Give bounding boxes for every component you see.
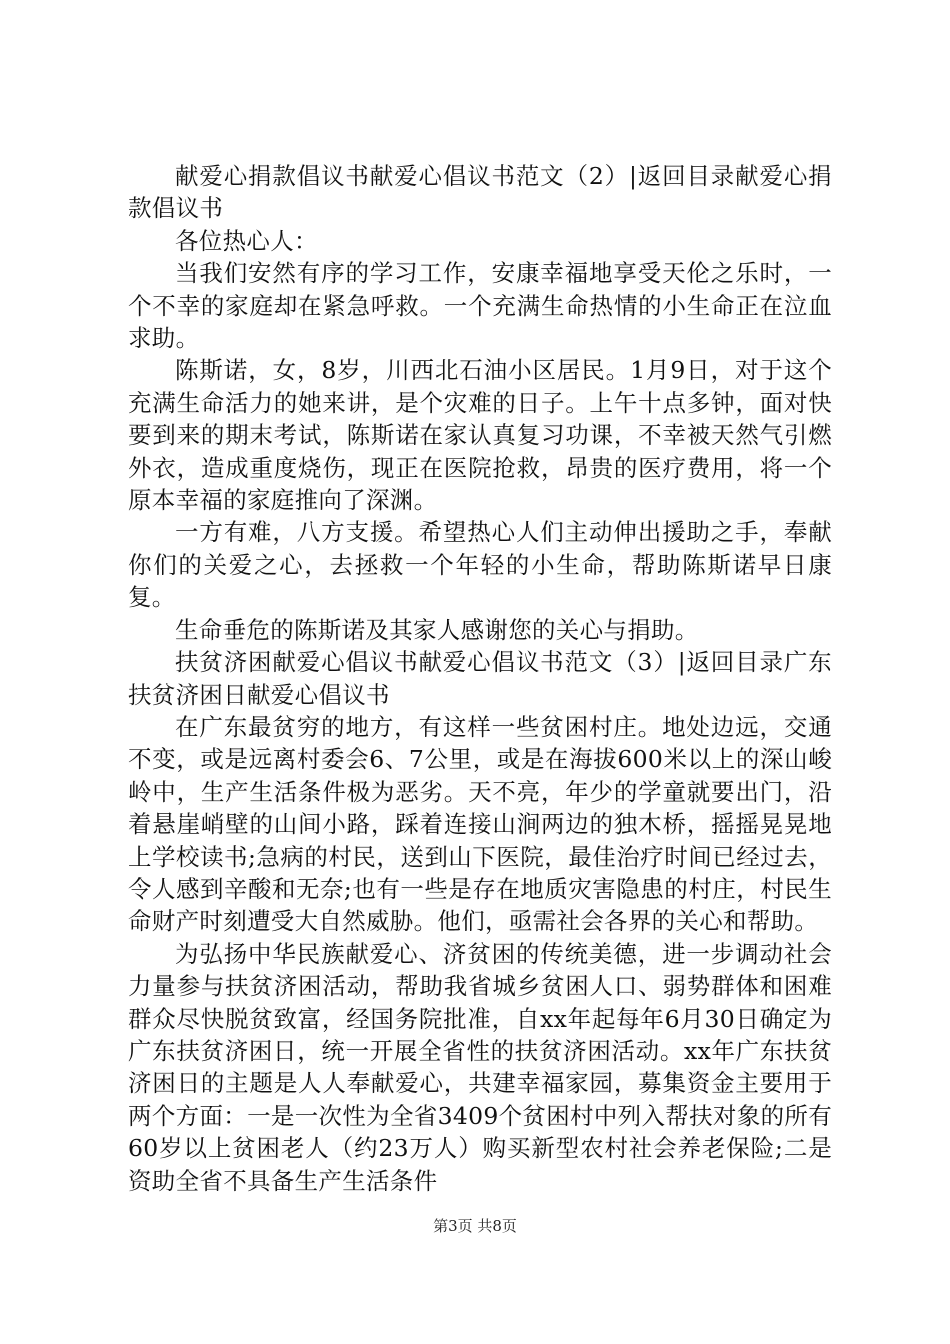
section-heading-2: 献爱心捐款倡议书献爱心倡议书范文（2）|返回目录献爱心捐款倡议书 bbox=[128, 162, 832, 223]
page-number: 第3页 共8页 bbox=[433, 1217, 517, 1235]
paragraph: 生命垂危的陈斯诺及其家人感谢您的关心与捐助。 bbox=[175, 615, 699, 644]
paragraph: 陈斯诺，女，8岁，川西北石油小区居民。1月9日，对于这个充满生命活力的她来讲，是个灾难的日子。上午十点多钟，面对快要到来的期末考试，陈斯诺在家认真复习功课，不幸被天然气引燃外衣，造成重度烧伤，现正在医院抢救，昂贵的医疗费用，将一个原本幸福的家庭推向了深渊。 bbox=[128, 356, 832, 515]
paragraph: 在广东最贫穷的地方，有这样一些贫困村庄。地处边远，交通不变，或是远离村委会6、7公里，或是在海拔600米以上的深山峻岭中，生产生活条件极为恶劣。天不亮，年少的学童就要出门，沿着悬崖峭壁的山间小路，踩着连接山涧两边的独木桥，摇摇晃晃地上学校读书;急病的村民，送到山下医院，最佳治疗时间已经过去，令人感到辛酸和无奈;也有一些是存在地质灾害隐患的村庄，村民生命财产时刻遭受大自然威胁。他们，亟需社会各界的关心和帮助。 bbox=[128, 712, 832, 936]
salutation: 各位热心人： bbox=[175, 226, 318, 255]
paragraph: 当我们安然有序的学习工作，安康幸福地享受天伦之乐时，一个不幸的家庭却在紧急呼救。一个充满生命热情的小生命正在泣血求助。 bbox=[128, 259, 832, 353]
section-heading-3: 扶贫济困献爱心倡议书献爱心倡议书范文（3）|返回目录广东扶贫济困日献爱心倡议书 bbox=[128, 648, 832, 709]
paragraph: 为弘扬中华民族献爱心、济贫困的传统美德，进一步调动社会力量参与扶贫济困活动，帮助我省城乡贫困人口、弱势群体和困难群众尽快脱贫致富，经国务院批准，自xx年起每年6月30日确定为广东扶贫济困日，统一开展全省性的扶贫济困活动。xx年广东扶贫济困日的主题是人人奉献爱心，共建幸福家园，募集资金主要用于两个方面：一是一次性为全省3409个贫困村中列入帮扶对象的所有60岁以上贫困老人（约23万人）购买新型农村社会养老保险;二是资助全省不具备生产生活条件 bbox=[128, 939, 832, 1195]
document-body bbox=[128, 160, 832, 1197]
paragraph: 一方有难，八方支援。希望热心人们主动伸出援助之手，奉献你们的关爱之心，去拯救一个年轻的小生命，帮助陈斯诺早日康复。 bbox=[128, 518, 832, 612]
